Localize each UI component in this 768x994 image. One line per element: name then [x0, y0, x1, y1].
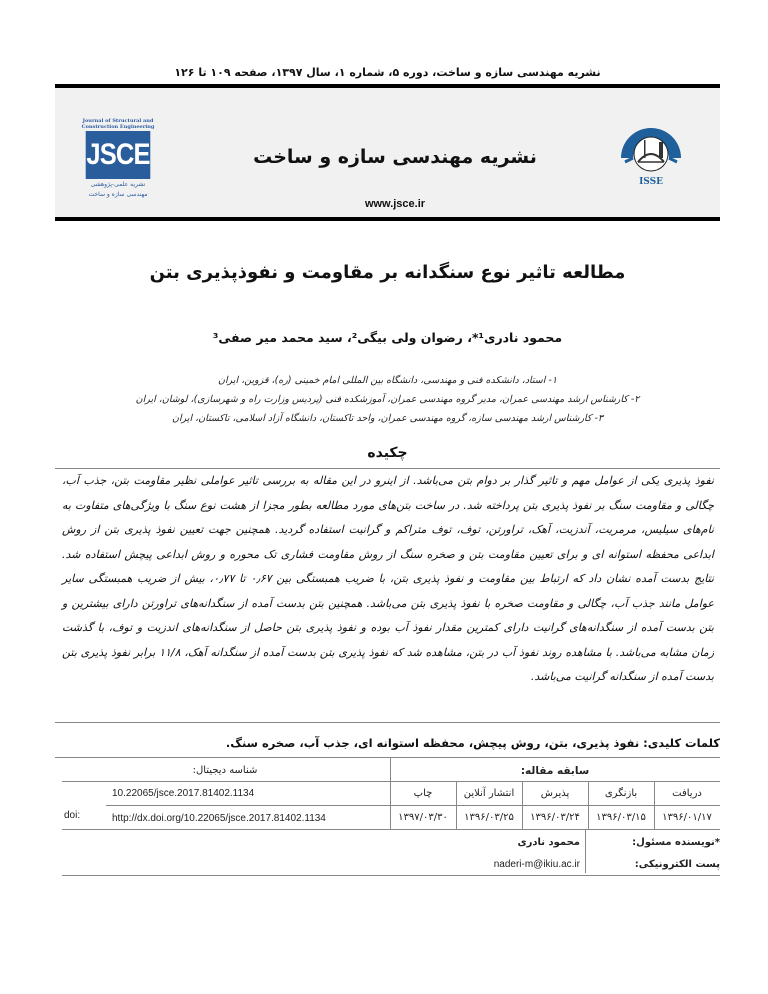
- affiliation-1: ۱- استاد، دانشکده فنی و مهندسی، دانشگاه بین المللی امام خمینی (ره)، قزوین، ایران: [218, 375, 557, 386]
- abstract-heading: چکیده: [367, 445, 408, 461]
- doi-label: doi:: [64, 810, 81, 821]
- history-vline-1: [456, 781, 457, 829]
- history-col-received: دریافت: [672, 788, 702, 799]
- history-vline-4: [654, 781, 655, 829]
- history-col-online: انتشار آنلاین: [463, 788, 515, 799]
- jsce-logo-en-line-1: Journal of Structural and: [82, 118, 154, 124]
- corresponding-author-name: محمود نادری: [517, 837, 580, 848]
- jsce-logo: [80, 118, 156, 199]
- jsce-logo-fa-line-2: مهندسی سازه و ساخت: [88, 191, 148, 198]
- history-col-revised: بازنگری: [604, 788, 638, 799]
- digital-id-bottom-rule: [62, 829, 390, 830]
- doi-url[interactable]: http://dx.doi.org/10.22065/jsce.2017.81402.1134: [112, 813, 326, 824]
- history-rule-1: [390, 781, 720, 782]
- history-date-online: ۱۳۹۶/۰۳/۲۵: [464, 812, 514, 823]
- isse-logo: [611, 112, 691, 192]
- keywords-top-rule: [55, 722, 720, 723]
- history-heading: سابقه مقاله:: [520, 765, 590, 777]
- keywords-label: کلمات کلیدی:: [643, 736, 720, 750]
- running-header: نشریه مهندسی سازه و ساخت، دوره ۵، شماره ۱، سال ۱۳۹۷، صفحه ۱۰۹ تا ۱۲۶: [174, 66, 601, 79]
- author-list: محمود نادری¹*، رضوان ولی بیگی²، سید محمد میر صفی³: [212, 330, 563, 345]
- history-vline-2: [522, 781, 523, 829]
- history-col-print: چاپ: [413, 788, 433, 799]
- corresponding-author-label: *نویسنده مسئول:: [632, 837, 720, 848]
- jsce-logo-en-line-2: Construction Engineering: [81, 124, 155, 130]
- history-date-received: ۱۳۹۶/۰۱/۱۷: [662, 812, 712, 823]
- doi-rule: [106, 805, 390, 806]
- history-rule-2: [390, 805, 720, 806]
- jsce-logo-fa-line-1: نشریه علمی-پژوهشی: [90, 181, 146, 188]
- svg-text:ISSE: ISSE: [639, 177, 663, 187]
- info-table-bottom-rule: [62, 875, 720, 876]
- paper-title: مطالعه تاثیر نوع سنگدانه بر مقاومت و نفوذپذیری بتن: [149, 262, 626, 283]
- journal-title: نشریه مهندسی سازه و ساخت: [253, 146, 537, 168]
- keywords-value: نفوذ پذیری، بتن، روش پیچش، محفظه استوانه ای، جذب آب، صخره سنگ.: [225, 736, 640, 750]
- history-vline-0: [390, 781, 391, 829]
- history-rule-3: [390, 829, 720, 830]
- digital-id-rule: [62, 781, 390, 782]
- abstract-text: نفوذ پذیری یکی از عوامل مهم و تاثیر گذار بر دوام بتن می‌باشد. از اینرو در این مقاله به بررسی تاثیر عواملی نظیر مقاومت بتن، جذب آب، چگالی و مقاومت سنگ بر نفوذ پذیری بتن پرداخته شد. در ساخت بتن‌های مورد مطالعه بطور مجزا از هشت نوع سنگ با ویژگی‌های متفاوت به نام‌های سیلیس، مرمریت، آندزیت، آهک، تراورتن، توف، توف متراکم و گرانیت استفاده گردید. همچنین جهت تعیین نفوذ پذیری بتن از روش ابداعی محفظه استوانه ای و برای تعیین مقاومت بتن و صخره سنگ از روش مقاومت فشاری تک محوره و روش ابداعی پیچش استفاده شد. نتایج بدست آمده نشان داد که ارتباط بین مقاومت و نفوذ پذیری بتن، با ضریب همبستگی بین ۰٫۶۷ تا ۰٫۷۷، بیش از ضریب همبستگی سایر عوامل مانند جذب آب، چگالی و مقاومت صخره با نفوذ پذیری بتن می‌باشد. همچنین بتن بدست آمده از سنگدانه‌های تراورتن دارای بیشترین و بتن بدست آمده از سنگدانه‌های گرانیت دارای کمترین مقدار نفوذ آب بوده و نفوذ پذیری بتن حاصل از سنگدانه‌های اندزیت و توف، با گذشت زمان مشابه می‌باشد. با مشاهده روند نفوذ آب در بتن، مشاهده شد که نفوذ پذیری بتن بدست آمده از سنگدانه آهک، ۱۱/۸ برابر نفوذ پذیری بتن بدست آمده از سنگدانه گرانیت می‌باشد.: [62, 474, 715, 683]
- history-date-revised: ۱۳۹۶/۰۳/۱۵: [596, 812, 646, 823]
- digital-id-heading: شناسه دیجیتال:: [192, 765, 258, 776]
- email-label: پست الکترونیکی:: [634, 859, 720, 870]
- history-col-accepted: پذیرش: [540, 788, 570, 799]
- affiliation-3: ۳- کارشناس ارشد مهندسی سازه، گروه مهندسی عمران، واحد تاکستان، دانشگاه آزاد اسلامی، تاکستان، ایران: [171, 413, 604, 424]
- journal-url[interactable]: www.jsce.ir: [364, 198, 426, 210]
- info-table-top-rule: [55, 757, 720, 758]
- history-date-print: ۱۳۹۷/۰۳/۳۰: [398, 812, 448, 823]
- email-value[interactable]: naderi-m@ikiu.ac.ir: [493, 859, 580, 870]
- keywords-line: [55, 736, 720, 750]
- isse-emblem-icon: [611, 112, 691, 192]
- correspondence-divider: [585, 829, 586, 873]
- doi-value[interactable]: 10.22065/jsce.2017.81402.1134: [112, 788, 255, 799]
- jsce-logo-mark: JSCE: [86, 131, 151, 179]
- affiliation-2: ۲- کارشناس ارشد مهندسی عمران، مدیر گروه مهندسی عمران، آموزشکده فنی (پردیس وزارت راه و شهرسازی)، لوشان، ایران: [135, 394, 640, 405]
- history-date-accepted: ۱۳۹۶/۰۳/۲۴: [530, 812, 580, 823]
- history-vline-3: [588, 781, 589, 829]
